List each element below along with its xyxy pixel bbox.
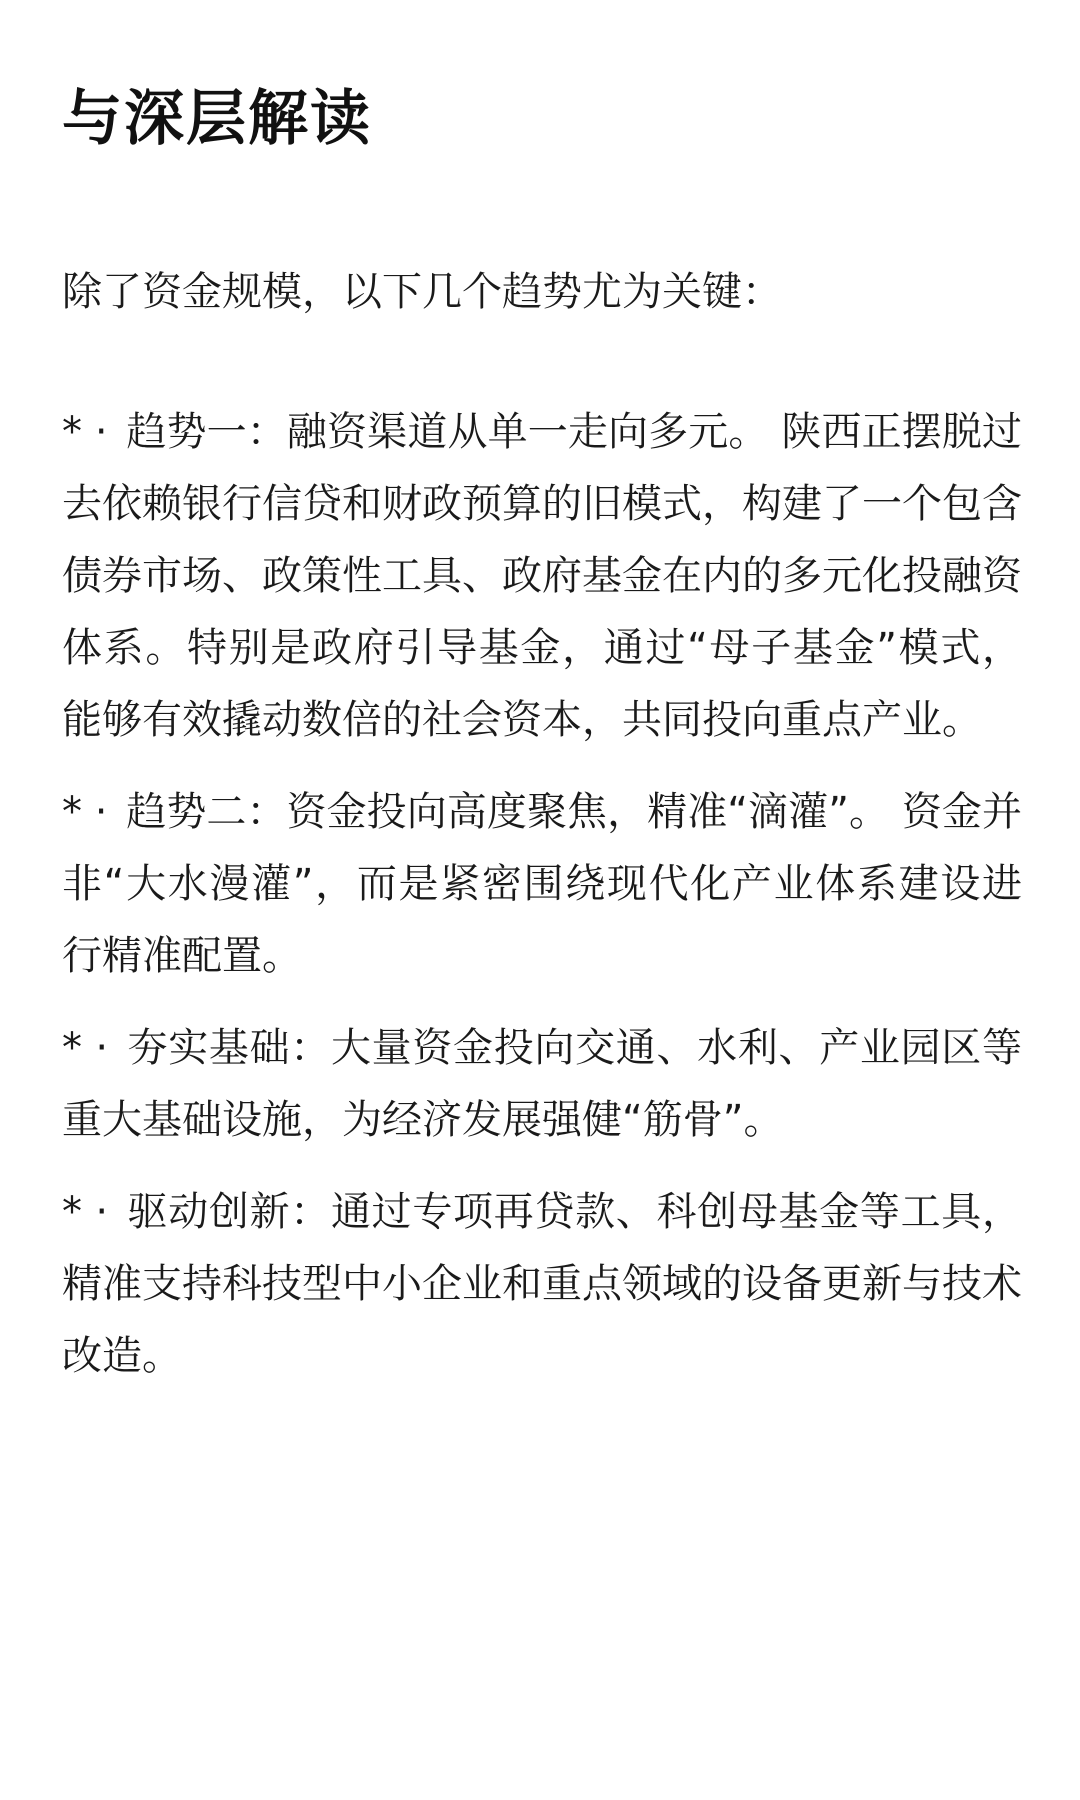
trend-list xyxy=(62,396,1022,1392)
section-heading: 与深层解读 xyxy=(62,84,372,154)
list-item-text: 趋势一：融资渠道从单一走向多元。 陕西正摆脱过去依赖银行信贷和财政预算的旧模式，构建了一个包含债券市场、政策性工具、政府基金在内的多元化投融资体系。特别是政府引导基金，通过“母子基金”模式，能够有效撬动数倍的社会资本，共同投向重点产业。 xyxy=(62,409,1022,743)
bullet-marker: * · xyxy=(62,789,121,835)
list-item-trend-one xyxy=(62,396,1022,756)
list-item-text: 夯实基础：大量资金投向交通、水利、产业园区等重大基础设施，为经济发展强健“筋骨”。 xyxy=(62,1025,1022,1143)
article xyxy=(62,0,1022,1412)
bullet-marker: * · xyxy=(62,1025,122,1071)
list-item-trend-two xyxy=(62,776,1022,992)
bullet-marker: * · xyxy=(62,409,121,455)
list-item-text: 趋势二：资金投向高度聚焦，精准“滴灌”。 资金并非“大水漫灌”，而是紧密围绕现代化产业体系建设进行精准配置。 xyxy=(62,789,1022,979)
intro-paragraph: 除了资金规模，以下几个趋势尤为关键： xyxy=(62,269,782,315)
list-item-text: 驱动创新：通过专项再贷款、科创母基金等工具，精准支持科技型中小企业和重点领域的设备更新与技术改造。 xyxy=(62,1189,1022,1379)
bullet-marker: * · xyxy=(62,1189,122,1235)
list-item-innovation xyxy=(62,1176,1022,1392)
list-item-infrastructure xyxy=(62,1012,1022,1156)
